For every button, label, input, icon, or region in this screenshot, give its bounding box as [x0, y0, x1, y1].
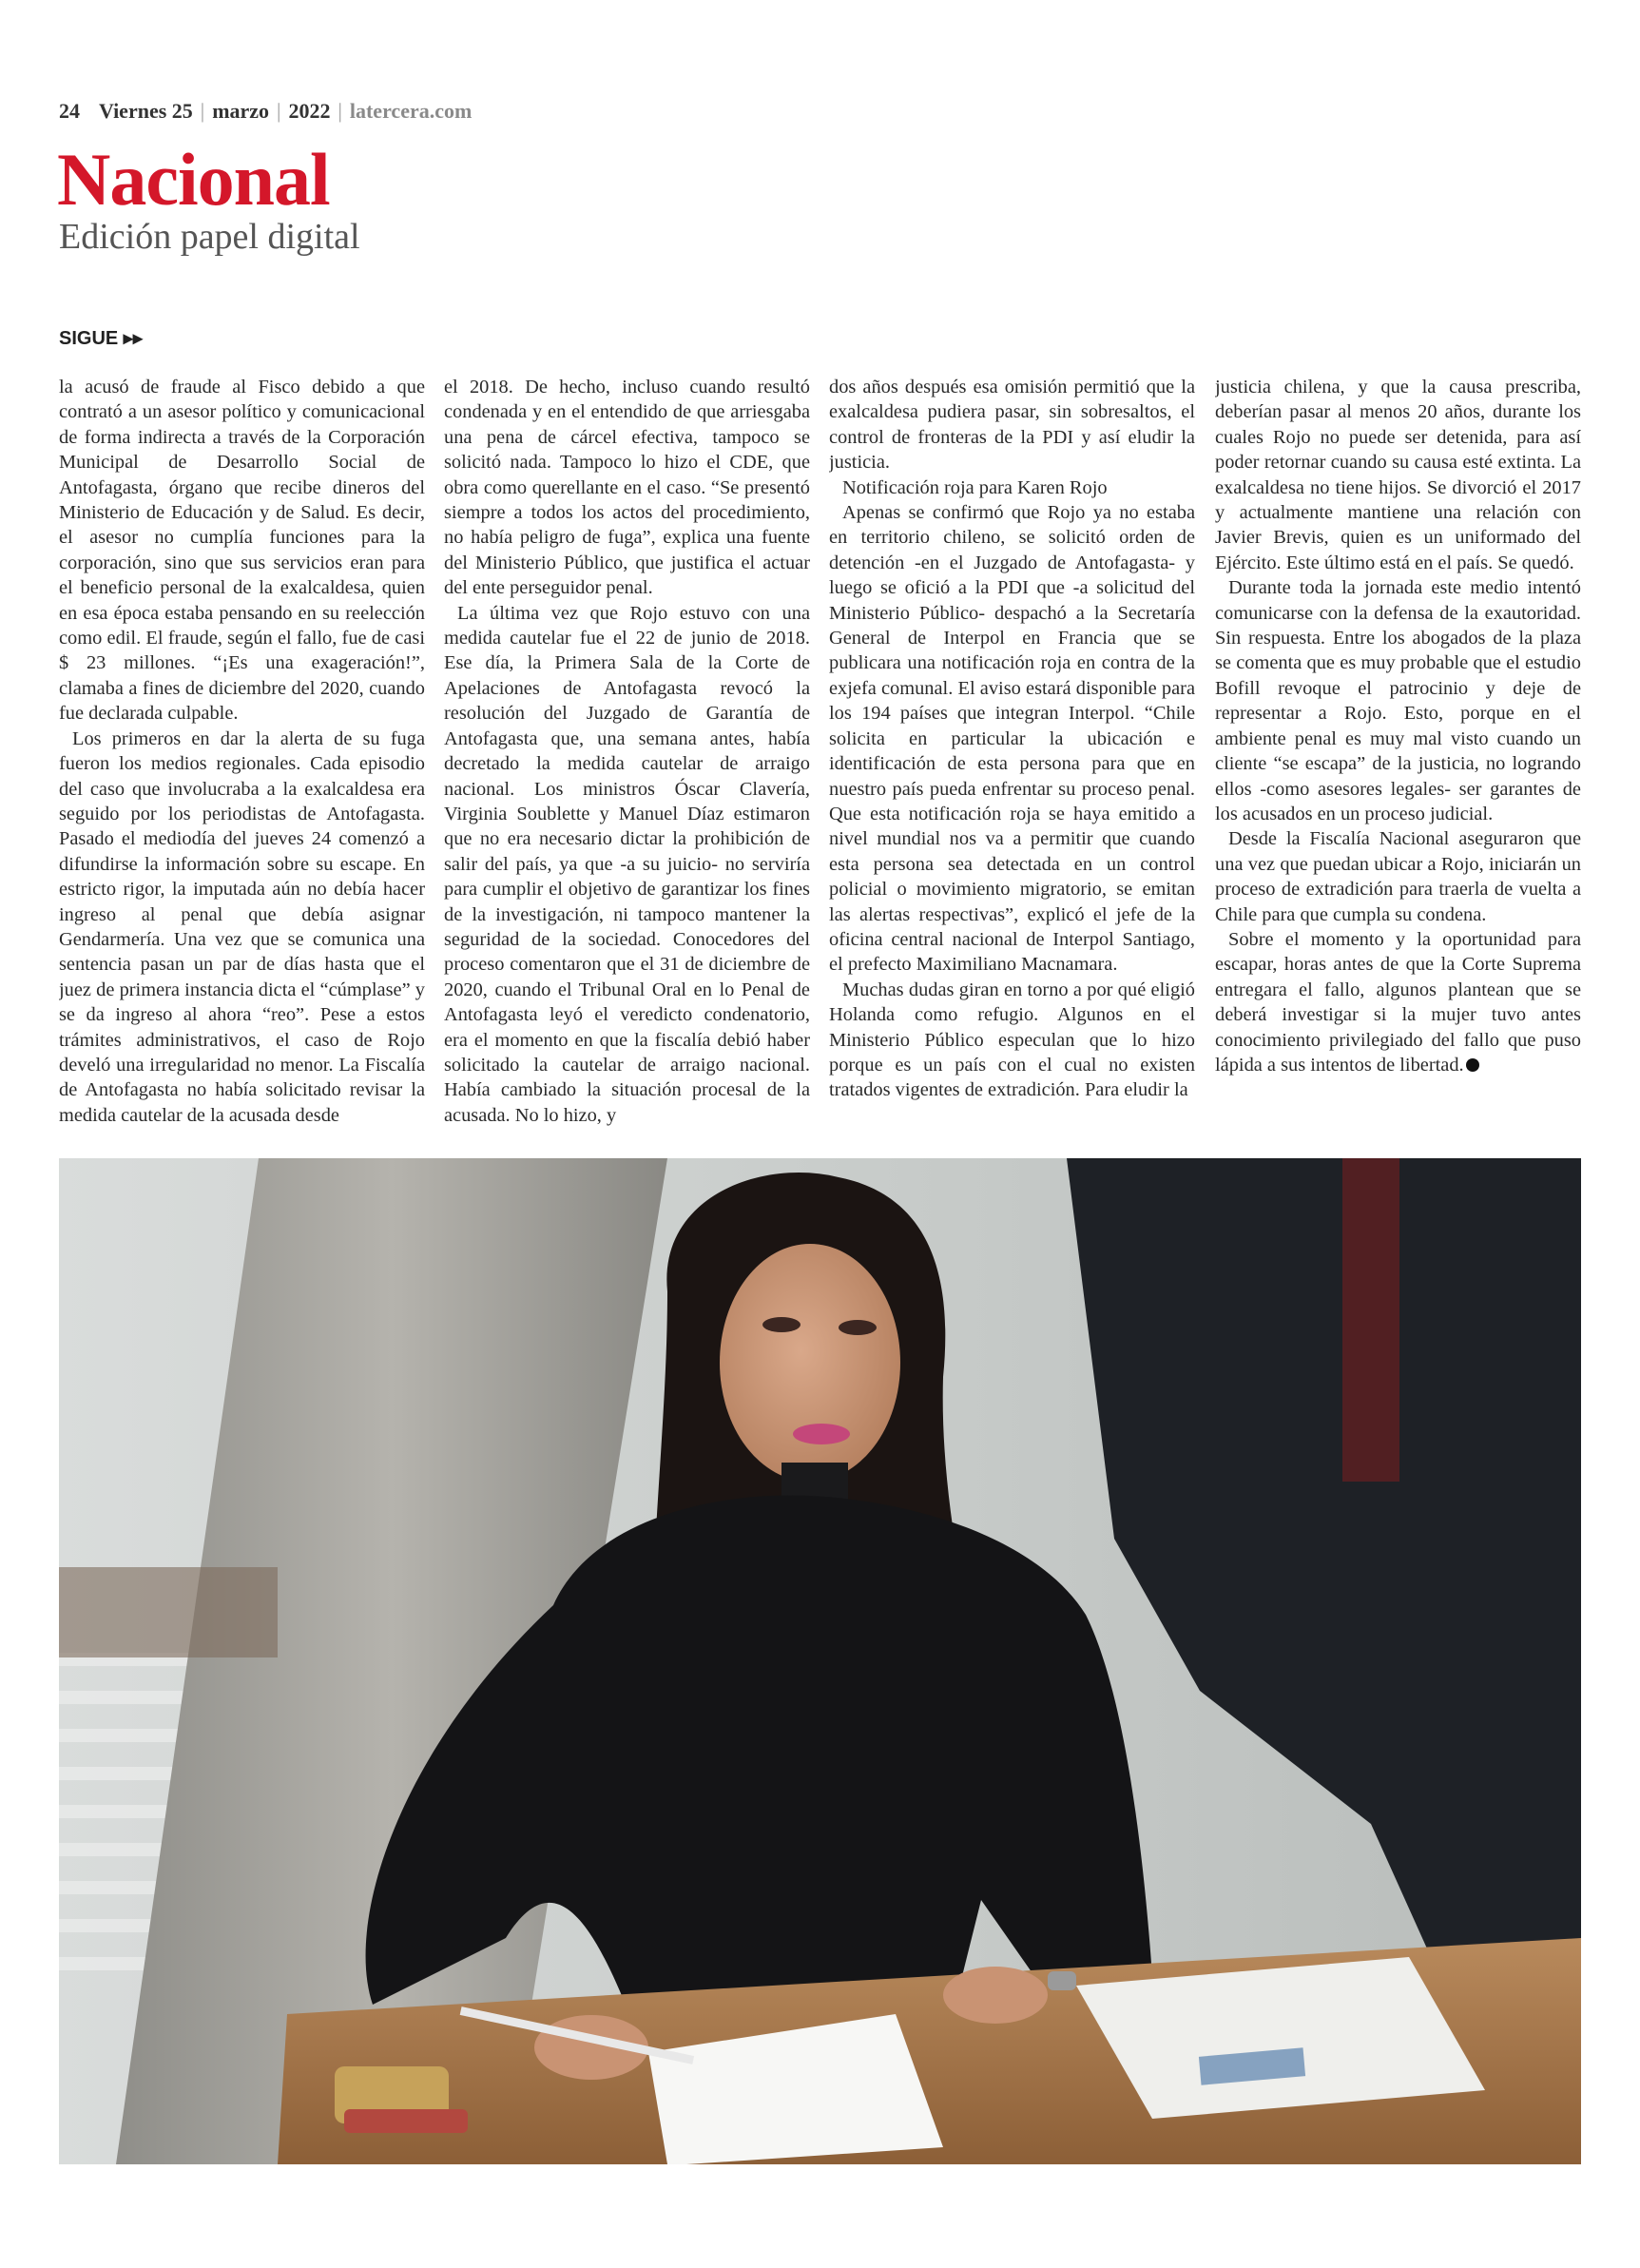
- separator: |: [277, 99, 281, 123]
- article-column-4: [1215, 375, 1581, 1131]
- header-day: Viernes 25: [99, 99, 193, 123]
- paragraph: justicia chilena, y que la causa prescriba, deberían pasar al menos 20 años, durante los cuales Rojo no puede ser detenida, para así poder retornar cuando su causa esté extinta. La exalcaldesa no tiene hijos. Se divorció el 2017 y actualmente mantiene una relación con Javier Brevis, quien es un uniformado del Ejército. Este último está en el país. Se quedó.: [1215, 377, 1581, 573]
- article-column-2: [444, 375, 810, 1131]
- paragraph: Muchas dudas giran en torno a por qué eligió Holanda como refugio. Algunos en el Ministerio Público especulan que lo hizo porque es un país con el cual no existen tratados vigentes de extradición. Para eludir la: [829, 979, 1195, 1101]
- paragraph: Desde la Fiscalía Nacional aseguraron que una vez que puedan ubicar a Rojo, iniciarán un proceso de extradición para traerla de vuelta a Chile para que cumpla su condena.: [1215, 828, 1581, 925]
- end-of-article-dot: [1466, 1058, 1479, 1072]
- header-month: marzo: [212, 99, 270, 123]
- subheading: Notificación roja para Karen Rojo: [842, 476, 1108, 498]
- paragraph: Durante toda la jornada este medio intentó comunicarse con la defensa de la exautoridad. Sin respuesta. Entre los abogados de la plaza se comenta que es muy probable que el estudio Bofill revoque el patrocinio y deje de representar a Rojo. Esto, porque en el ambiente penal es muy mal visto cuando un cliente “se escapa” de la justicia, no logrando ellos -como asesores legales- ser garantes de los acusados en un proceso judicial.: [1215, 577, 1581, 824]
- paragraph: Apenas se confirmó que Rojo ya no estaba en territorio chileno, se solicitó orden de detención -en el Juzgado de Antofagasta- y luego se ofició a la PDI que -a solicitud del Ministerio Público- despachó a la Secretaría General de Interpol en Francia que se publicara una notificación roja en contra de la exjefa comunal. El aviso estará disponible para los 194 países que integran Interpol. “Chile solicita en particular la ubicación e identificación de esta persona para que en nuestro país pueda enfrentar su proceso penal. Que esta notificación roja se haya emitido a nivel mundial nos va a permitir que cuando esta persona sea detectada en un control policial o movimiento migratorio, se emitan las alertas respectivas”, explicó el jefe de la oficina central nacional de Interpol Santiago, el prefecto Maximiliano Macnamara.: [829, 502, 1195, 976]
- article-column-3: [829, 375, 1195, 1131]
- article-column-1: [59, 375, 425, 1131]
- sigue-label: SIGUE ▸▸: [59, 328, 143, 349]
- paragraph-text: Sobre el momento y la oportunidad para escapar, horas antes de que la Corte Suprema entregara el fallo, algunos plantean que se deberá investigar si la mujer tuvo antes conocimiento privilegiado del fallo que puso lápida a sus intentos de libertad.: [1215, 928, 1581, 1076]
- page-number: 24: [59, 99, 80, 123]
- separator: |: [200, 99, 205, 123]
- paragraph: el 2018. De hecho, incluso cuando resultó condenada y en el entendido de que arriesgaba una pena de cárcel efectiva, tampoco se solicitó nada. Tampoco lo hizo el CDE, que obra como querellante en el caso. “Se presentó siempre a todos los actos del procedimiento, no había peligro de fuga”, explica una fuente del Ministerio Público, que justifica el actuar del ente perseguidor penal.: [444, 377, 810, 599]
- section-title: Nacional: [57, 138, 330, 221]
- paragraph: dos años después esa omisión permitió que la exalcaldesa pudiera pasar, sin sobresaltos, el control de fronteras de la PDI y así eludir la justicia.: [829, 377, 1195, 474]
- paragraph: Los primeros en dar la alerta de su fuga fueron los medios regionales. Cada episodio del caso que involucraba a la exalcaldesa era seguido por los periodistas de Antofagasta. Pasado el mediodía del jueves 24 comenzó a difundirse la información sobre su escape. En estricto rigor, la imputada aún no debía hacer ingreso al penal que debía asignar Gendarmería. Una vez que se comunica una sentencia pasan un par de días hasta que el juez de primera instancia dicta el “cúmplase” y se da ingreso al ahora “reo”. Pese a estos trámites administrativos, el caso de Rojo develó una irregularidad no menor. La Fiscalía de Antofagasta no había solicitado revisar la medida cautelar de la acusada desde: [59, 727, 425, 1126]
- paragraph: la acusó de fraude al Fisco debido a que contrató a un asesor político y comunicacional de forma indirecta a través de la Corporación Municipal de Desarrollo Social de Antofagasta, órgano que recibe dineros del Ministerio de Educación y de Salud. Es decir, el asesor no cumplía funciones para la corporación, sino que sus servicios eran para el beneficio personal de la exalcaldesa, quien en esa época estaba pensando en su reelección como edil. El fraude, según el fallo, fue de casi $ 23 millones. “¡Es una exageración!”, clamaba a fines de diciembre del 2020, cuando fue declarada culpable.: [59, 377, 425, 725]
- paragraph-last: [1215, 927, 1581, 1077]
- article-photo: [59, 1158, 1581, 2164]
- section-subtitle: Edición papel digital: [59, 217, 360, 257]
- photo-illustration: [59, 1158, 1581, 2164]
- page-header: [59, 99, 472, 124]
- site-link[interactable]: latercera.com: [349, 99, 473, 123]
- separator: |: [338, 99, 342, 123]
- header-year: 2022: [288, 99, 331, 123]
- paragraph: La última vez que Rojo estuvo con una medida cautelar fue el 22 de junio de 2018. Ese día, la Primera Sala de la Corte de Apelaciones de Antofagasta revocó la resolución del Juzgado de Garantía de Antofagasta que, una semana antes, había decretado la medida cautelar de arraigo nacional. Los ministros Óscar Clavería, Virginia Soublette y Manuel Díaz estimaron que no era necesario dictar la prohibición de salir del país, ya que -a su juicio- no serviría para cumplir el objetivo de garantizar los fines de la investigación, ni tampoco mantener la seguridad de la sociedad. Conocedores del proceso comentaron que el 31 de diciembre de 2020, cuando el Tribunal Oral en lo Penal de Antofagasta leyó el veredicto condenatorio, era el momento en que la fiscalía debió haber solicitado la cautelar de arraigo nacional. Había cambiado la situación procesal de la acusada. No lo hizo, y: [444, 602, 810, 1126]
